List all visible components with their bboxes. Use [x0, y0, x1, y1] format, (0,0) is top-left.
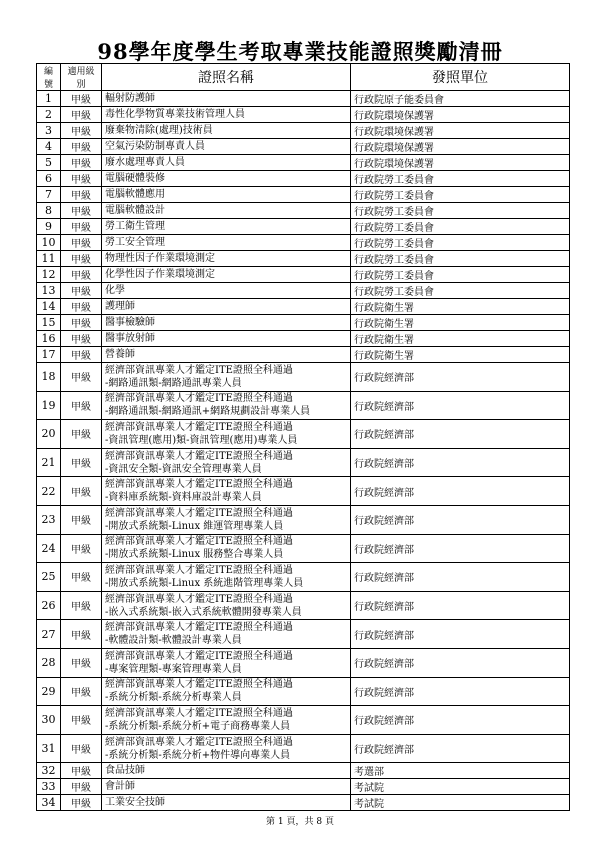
- table-row: [37, 187, 570, 203]
- row-number: 19: [37, 391, 61, 420]
- row-certificate-name: [102, 235, 351, 251]
- table-row: [37, 203, 570, 219]
- row-certificate-name: [102, 347, 351, 363]
- certificate-name-line: -資訊管理(應用)類-資訊管理(應用)專業人員: [105, 434, 298, 446]
- table-row: [37, 331, 570, 347]
- row-level: 甲級: [61, 706, 102, 735]
- row-issuing-unit: 考選部: [351, 763, 570, 779]
- row-level: 甲級: [61, 331, 102, 347]
- header-number: 編號: [37, 64, 61, 91]
- table-row: [37, 734, 570, 763]
- certificate-name-line: 經濟部資訊專業人才鑑定ITE證照全科通過: [105, 479, 293, 491]
- row-certificate-name: [102, 219, 351, 235]
- table-row: [37, 107, 570, 123]
- row-certificate-name: [102, 251, 351, 267]
- row-number: 10: [37, 235, 61, 251]
- row-certificate-name: [102, 795, 351, 811]
- row-number: 22: [37, 477, 61, 506]
- certificate-name-line: -資料庫系統類-資料庫設計專業人員: [105, 492, 262, 504]
- row-level: 甲級: [61, 677, 102, 706]
- certificate-name-line: 工業安全技師: [105, 797, 165, 809]
- certificate-name-line: -系統分析類-系統分析+物件導向專業人員: [105, 749, 291, 761]
- row-number: 12: [37, 267, 61, 283]
- row-certificate-name: [102, 267, 351, 283]
- row-level: 甲級: [61, 123, 102, 139]
- row-number: 27: [37, 620, 61, 649]
- row-number: 8: [37, 203, 61, 219]
- certificate-name-line: 護理師: [105, 301, 135, 312]
- table-row: [37, 251, 570, 267]
- row-number: 11: [37, 251, 61, 267]
- row-issuing-unit: 行政院衛生署: [351, 315, 570, 331]
- table-row: [37, 477, 570, 506]
- row-issuing-unit: 行政院經濟部: [351, 505, 570, 534]
- certificate-name-line: 食品技師: [105, 765, 145, 777]
- table-row: [37, 123, 570, 139]
- certificate-name-line: 經濟部資訊專業人才鑑定ITE證照全科通過: [105, 450, 293, 462]
- certificate-name-line: 經濟部資訊專業人才鑑定ITE證照全科通過: [105, 707, 293, 719]
- certificate-name-line: 經濟部資訊專業人才鑑定ITE證照全科通過: [105, 622, 293, 634]
- row-level: 甲級: [61, 267, 102, 283]
- table-row: [37, 391, 570, 420]
- row-certificate-name: [102, 677, 351, 706]
- certificate-name-line: 醫事放射師: [105, 333, 155, 344]
- certificate-name-line: 勞工衛生管理: [105, 221, 165, 232]
- row-level: 甲級: [61, 448, 102, 477]
- page-footer: 第 1 頁，共 8 頁: [266, 817, 334, 827]
- row-level: 甲級: [61, 187, 102, 203]
- row-certificate-name: [102, 123, 351, 139]
- row-level: 甲級: [61, 91, 102, 107]
- table-row: [37, 420, 570, 449]
- row-number: 29: [37, 677, 61, 706]
- row-issuing-unit: 行政院衛生署: [351, 347, 570, 363]
- row-level: 甲級: [61, 763, 102, 779]
- row-issuing-unit: 行政院勞工委員會: [351, 187, 570, 203]
- row-number: 15: [37, 315, 61, 331]
- row-certificate-name: [102, 706, 351, 735]
- certificate-name-line: 營養師: [105, 349, 135, 360]
- certificate-name-line: 經濟部資訊專業人才鑑定ITE證照全科通過: [105, 564, 293, 576]
- row-issuing-unit: 行政院環境保護署: [351, 123, 570, 139]
- certificate-name-line: -開放式系統類-Linux 維運管理專業人員: [105, 520, 284, 532]
- table-row: [37, 763, 570, 779]
- certificate-name-line: -資訊安全類-資訊安全管理專業人員: [105, 463, 262, 475]
- row-level: 甲級: [61, 155, 102, 171]
- row-number: 21: [37, 448, 61, 477]
- certificate-name-line: 經濟部資訊專業人才鑑定ITE證照全科通過: [105, 421, 293, 433]
- table-row: [37, 620, 570, 649]
- row-number: 20: [37, 420, 61, 449]
- row-number: 3: [37, 123, 61, 139]
- row-issuing-unit: 行政院經濟部: [351, 420, 570, 449]
- row-level: 甲級: [61, 779, 102, 795]
- row-level: 甲級: [61, 299, 102, 315]
- row-certificate-name: [102, 420, 351, 449]
- row-level: 甲級: [61, 219, 102, 235]
- table-row: [37, 283, 570, 299]
- row-issuing-unit: 行政院環境保護署: [351, 139, 570, 155]
- table-row: [37, 534, 570, 563]
- certificate-name-line: -系統分析類-系統分析+電子商務專業人員: [105, 720, 291, 732]
- row-issuing-unit: 行政院經濟部: [351, 591, 570, 620]
- row-certificate-name: [102, 763, 351, 779]
- row-certificate-name: [102, 734, 351, 763]
- certificate-name-line: 經濟部資訊專業人才鑑定ITE證照全科通過: [105, 679, 293, 691]
- header-certificate-name: 證照名稱: [102, 64, 351, 91]
- certificate-name-line: -開放式系統類-Linux 服務整合專業人員: [105, 549, 284, 561]
- certificate-name-line: 電腦軟體設計: [105, 205, 165, 216]
- row-certificate-name: [102, 648, 351, 677]
- row-issuing-unit: 行政院衛生署: [351, 331, 570, 347]
- table-row: [37, 299, 570, 315]
- row-number: 25: [37, 563, 61, 592]
- row-certificate-name: [102, 534, 351, 563]
- row-issuing-unit: 行政院經濟部: [351, 448, 570, 477]
- row-level: 甲級: [61, 591, 102, 620]
- row-level: 甲級: [61, 391, 102, 420]
- certificate-name-line: -網路通訊類-網路通訊+網路規劃設計專業人員: [105, 406, 311, 418]
- page-title: 98學年度學生考取專業技能證照獎勵清冊: [97, 39, 503, 64]
- row-issuing-unit: 行政院勞工委員會: [351, 203, 570, 219]
- table-row: [37, 91, 570, 107]
- table-row: [37, 315, 570, 331]
- certificate-name-line: 會計師: [105, 781, 135, 793]
- row-level: 甲級: [61, 283, 102, 299]
- table-row: [37, 591, 570, 620]
- row-issuing-unit: 行政院經濟部: [351, 563, 570, 592]
- row-certificate-name: [102, 563, 351, 592]
- row-certificate-name: [102, 505, 351, 534]
- row-certificate-name: [102, 779, 351, 795]
- row-level: 甲級: [61, 235, 102, 251]
- row-issuing-unit: 行政院原子能委員會: [351, 91, 570, 107]
- table-row: [37, 706, 570, 735]
- row-issuing-unit: 行政院勞工委員會: [351, 219, 570, 235]
- row-level: 甲級: [61, 251, 102, 267]
- row-certificate-name: [102, 283, 351, 299]
- certificate-name-line: 經濟部資訊專業人才鑑定ITE證照全科通過: [105, 650, 293, 662]
- row-issuing-unit: 行政院經濟部: [351, 363, 570, 392]
- row-issuing-unit: 行政院經濟部: [351, 648, 570, 677]
- row-issuing-unit: 行政院勞工委員會: [351, 171, 570, 187]
- row-level: 甲級: [61, 171, 102, 187]
- certificate-name-line: 輻射防護師: [105, 93, 155, 104]
- row-issuing-unit: 考試院: [351, 795, 570, 811]
- table-row: [37, 171, 570, 187]
- table-row: [37, 347, 570, 363]
- row-issuing-unit: 行政院勞工委員會: [351, 235, 570, 251]
- row-level: 甲級: [61, 534, 102, 563]
- row-level: 甲級: [61, 563, 102, 592]
- row-issuing-unit: 行政院經濟部: [351, 477, 570, 506]
- row-certificate-name: [102, 187, 351, 203]
- certificate-name-line: 醫事檢驗師: [105, 317, 155, 328]
- table-row: [37, 795, 570, 811]
- header-level: 適用級別: [61, 64, 102, 91]
- row-number: 28: [37, 648, 61, 677]
- row-issuing-unit: 行政院經濟部: [351, 734, 570, 763]
- row-issuing-unit: 行政院衛生署: [351, 299, 570, 315]
- certificate-name-line: -網路通訊類-網路通訊專業人員: [105, 377, 242, 389]
- row-number: 14: [37, 299, 61, 315]
- row-level: 甲級: [61, 363, 102, 392]
- row-number: 18: [37, 363, 61, 392]
- row-level: 甲級: [61, 347, 102, 363]
- certificate-name-line: 空氣污染防制專責人員: [105, 141, 205, 152]
- row-certificate-name: [102, 139, 351, 155]
- row-certificate-name: [102, 91, 351, 107]
- row-level: 甲級: [61, 107, 102, 123]
- table-row: [37, 267, 570, 283]
- row-issuing-unit: 行政院勞工委員會: [351, 251, 570, 267]
- row-number: 26: [37, 591, 61, 620]
- certificate-name-line: 經濟部資訊專業人才鑑定ITE證照全科通過: [105, 593, 293, 605]
- row-certificate-name: [102, 448, 351, 477]
- row-level: 甲級: [61, 795, 102, 811]
- row-number: 24: [37, 534, 61, 563]
- row-certificate-name: [102, 620, 351, 649]
- row-issuing-unit: 行政院經濟部: [351, 677, 570, 706]
- row-certificate-name: [102, 107, 351, 123]
- row-certificate-name: [102, 363, 351, 392]
- row-number: 9: [37, 219, 61, 235]
- row-issuing-unit: 行政院經濟部: [351, 620, 570, 649]
- row-issuing-unit: 行政院經濟部: [351, 391, 570, 420]
- certificate-name-line: -嵌入式系統類-嵌入式系統軟體開發專業人員: [105, 606, 302, 618]
- certificate-name-line: 經濟部資訊專業人才鑑定ITE證照全科通過: [105, 507, 293, 519]
- certificate-name-line: 經濟部資訊專業人才鑑定ITE證照全科通過: [105, 393, 293, 405]
- row-number: 34: [37, 795, 61, 811]
- row-level: 甲級: [61, 477, 102, 506]
- row-certificate-name: [102, 315, 351, 331]
- row-certificate-name: [102, 155, 351, 171]
- row-certificate-name: [102, 299, 351, 315]
- row-certificate-name: [102, 331, 351, 347]
- row-issuing-unit: 行政院經濟部: [351, 706, 570, 735]
- row-certificate-name: [102, 171, 351, 187]
- row-level: 甲級: [61, 203, 102, 219]
- row-number: 7: [37, 187, 61, 203]
- row-number: 4: [37, 139, 61, 155]
- row-number: 5: [37, 155, 61, 171]
- row-issuing-unit: 行政院環境保護署: [351, 155, 570, 171]
- row-issuing-unit: 行政院環境保護署: [351, 107, 570, 123]
- row-level: 甲級: [61, 648, 102, 677]
- row-issuing-unit: 考試院: [351, 779, 570, 795]
- row-level: 甲級: [61, 505, 102, 534]
- row-level: 甲級: [61, 620, 102, 649]
- certificate-name-line: 化學: [105, 285, 125, 296]
- row-number: 1: [37, 91, 61, 107]
- table-row: [37, 219, 570, 235]
- certificate-name-line: 經濟部資訊專業人才鑑定ITE證照全科通過: [105, 364, 293, 376]
- row-number: 31: [37, 734, 61, 763]
- row-certificate-name: [102, 391, 351, 420]
- row-issuing-unit: 行政院勞工委員會: [351, 267, 570, 283]
- certificate-name-line: 經濟部資訊專業人才鑑定ITE證照全科通過: [105, 736, 293, 748]
- certificate-name-line: 廢水處理專責人員: [105, 157, 185, 168]
- row-number: 6: [37, 171, 61, 187]
- certificate-name-line: -系統分析類-系統分析專業人員: [105, 692, 242, 704]
- row-issuing-unit: 行政院勞工委員會: [351, 283, 570, 299]
- row-level: 甲級: [61, 420, 102, 449]
- row-level: 甲級: [61, 315, 102, 331]
- row-certificate-name: [102, 203, 351, 219]
- certificate-name-line: 電腦軟體應用: [105, 189, 165, 200]
- certificate-table: [36, 63, 570, 811]
- row-number: 30: [37, 706, 61, 735]
- table-row: [37, 677, 570, 706]
- certificate-name-line: 物理性因子作業環境測定: [105, 253, 215, 264]
- table-row: [37, 563, 570, 592]
- row-level: 甲級: [61, 734, 102, 763]
- certificate-name-line: -軟體設計類-軟體設計專業人員: [105, 635, 242, 647]
- header-issuing-unit: 發照單位: [351, 64, 570, 91]
- certificate-name-line: 經濟部資訊專業人才鑑定ITE證照全科通過: [105, 536, 293, 548]
- table-row: [37, 448, 570, 477]
- row-number: 16: [37, 331, 61, 347]
- table-row: [37, 505, 570, 534]
- certificate-name-line: 毒性化學物質專業技術管理人員: [105, 109, 245, 120]
- table-body: [37, 91, 570, 811]
- row-number: 13: [37, 283, 61, 299]
- table-row: [37, 779, 570, 795]
- certificate-name-line: 廢棄物清除(處理)技術員: [105, 125, 213, 136]
- row-level: 甲級: [61, 139, 102, 155]
- table-row: [37, 363, 570, 392]
- row-certificate-name: [102, 477, 351, 506]
- row-number: 32: [37, 763, 61, 779]
- row-number: 33: [37, 779, 61, 795]
- row-issuing-unit: 行政院經濟部: [351, 534, 570, 563]
- row-number: 17: [37, 347, 61, 363]
- certificate-name-line: 勞工安全管理: [105, 237, 165, 248]
- certificate-name-line: 電腦硬體裝修: [105, 173, 165, 184]
- row-number: 23: [37, 505, 61, 534]
- table-row: [37, 155, 570, 171]
- certificate-name-line: -專案管理類-專案管理專業人員: [105, 663, 242, 675]
- certificate-name-line: 化學性因子作業環境測定: [105, 269, 215, 280]
- table-row: [37, 139, 570, 155]
- table-header-row: [37, 64, 570, 91]
- certificate-name-line: -開放式系統類-Linux 系統進階管理專業人員: [105, 577, 304, 589]
- table-row: [37, 235, 570, 251]
- row-certificate-name: [102, 591, 351, 620]
- row-number: 2: [37, 107, 61, 123]
- table-row: [37, 648, 570, 677]
